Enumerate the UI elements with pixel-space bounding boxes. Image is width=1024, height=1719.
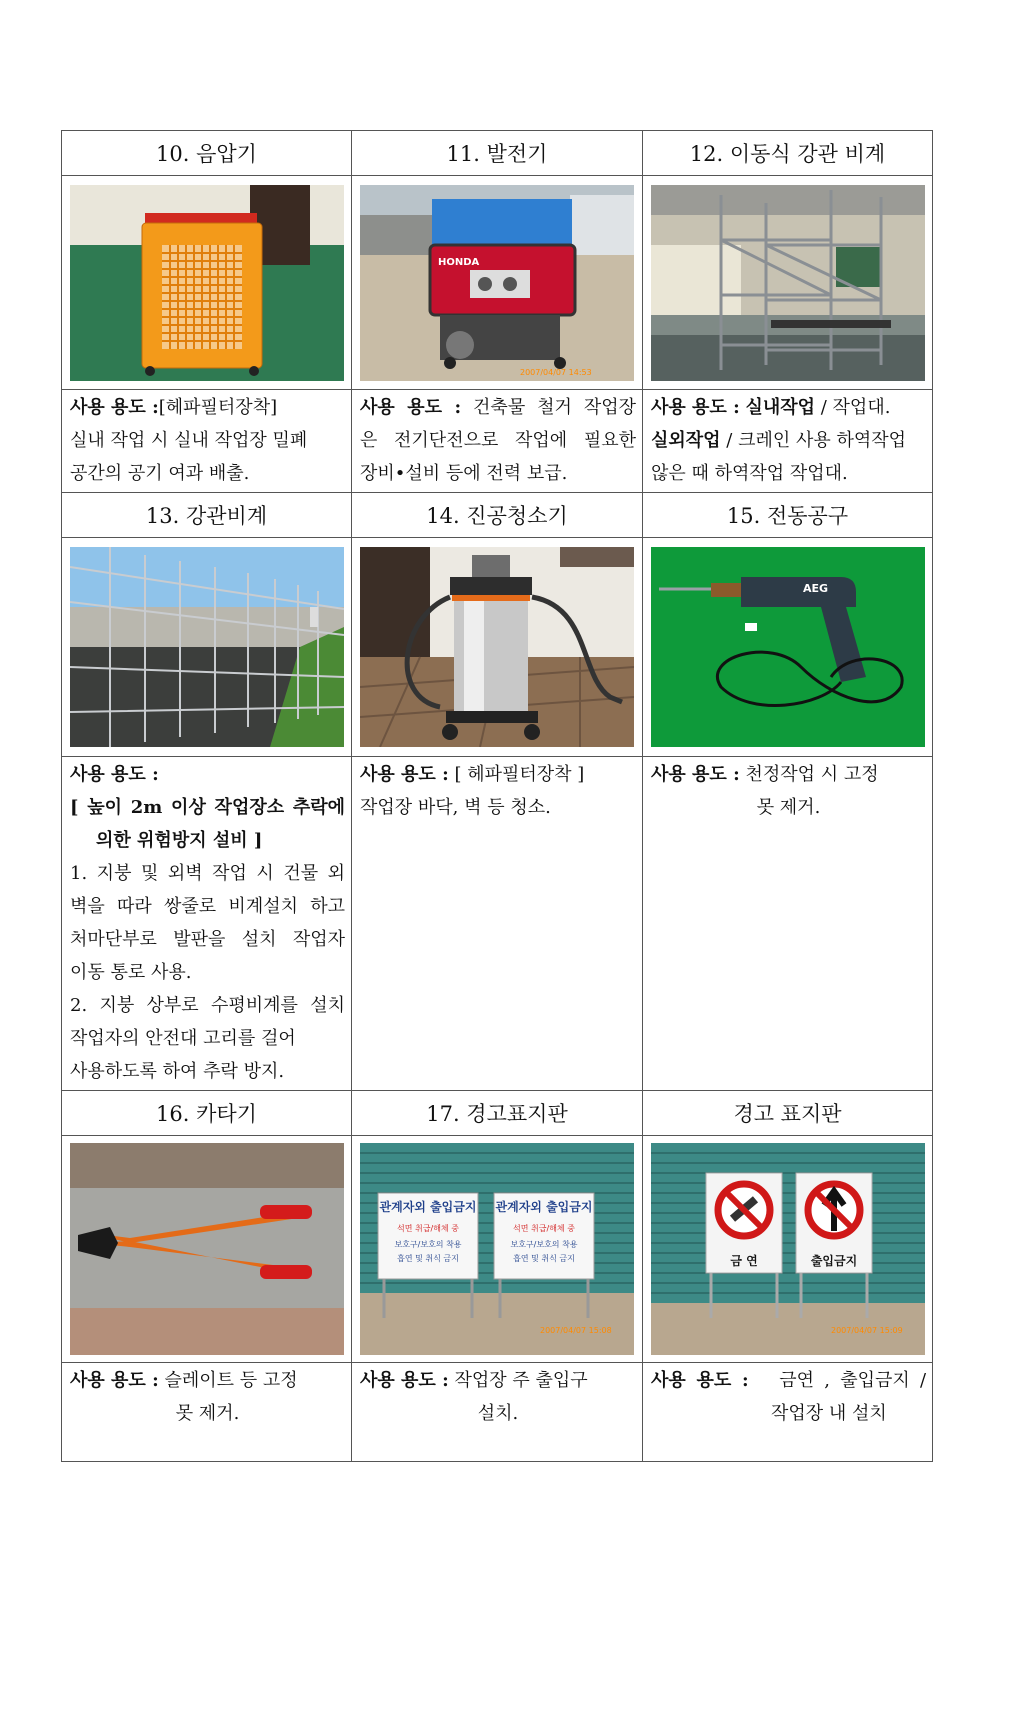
equipment-table [61, 130, 933, 1462]
usage-cell: 사용 용도 : 작업장 주 출입구 설치. [352, 1363, 643, 1462]
prohibition-signs-photo [651, 1143, 925, 1355]
usage-label: 사용 용도 : [651, 764, 740, 785]
cell-title: 11. 발전기 [352, 131, 643, 176]
sign-red-text: 석면 취급/해체 중 [513, 1224, 575, 1233]
sign-no-smoking-label: 금 연 [729, 1254, 758, 1268]
usage-line: 못 제거. [175, 1403, 240, 1424]
usage-line: 사용하도록 하여 추락 방지. [70, 1061, 285, 1082]
usage-line: 작업장 내 설치 [771, 1403, 887, 1424]
usage-row-1 [62, 390, 933, 493]
sign-red-text: 석면 취급/해체 중 [397, 1224, 459, 1233]
negative-pressure-unit-photo [70, 185, 344, 381]
usage-label: 사용 용도 : [360, 764, 449, 785]
usage-line: 설치. [477, 1403, 519, 1424]
usage-row-3 [62, 1363, 933, 1462]
cell-title: 14. 진공청소기 [352, 493, 643, 538]
usage-line: 처마단부로 발판을 설치 작업자 [70, 929, 345, 950]
sign-text: 보호구/보호의 착용 [394, 1240, 462, 1249]
usage-line: 2. 지붕 상부로 수평비계를 설치 [70, 995, 345, 1016]
header-row-3 [62, 1091, 933, 1136]
usage-cell: 사용 용도 : 건축물 철거 작업장 은 전기단전으로 작업에 필요한 장비•설비 등에 전력 보급. [352, 390, 643, 493]
usage-line: 못 제거. [756, 797, 821, 818]
cell-title: 16. 카타기 [62, 1091, 352, 1136]
usage-label: 사용 용도 : [70, 1370, 159, 1391]
warning-signboard-photo [360, 1143, 634, 1355]
cell-title: 경고 표지판 [643, 1091, 933, 1136]
usage-line: 작업자의 안전대 고리를 걸어 [70, 1028, 296, 1049]
usage-label: 사용 용도 : [651, 397, 740, 418]
sign-text: 보호구/보호의 착용 [510, 1240, 578, 1249]
sign-no-entry-label: 출입금지 [810, 1254, 857, 1268]
power-drill-photo [651, 547, 925, 747]
pipe-scaffold-photo [70, 547, 344, 747]
sign-text: 흡연 및 취식 금지 [513, 1254, 575, 1263]
usage-line: 않은 때 하역작업 작업대. [651, 463, 848, 484]
usage-label: 사용 용도 : [70, 764, 159, 785]
usage-cell: 사용 용도 : 실내작업 / 작업대. 실외작업 / 크레인 사용 하역작업 않은 때 하역작업 작업대. [643, 390, 933, 493]
usage-cell: 사용 용도 : 슬레이트 등 고정 못 제거. [62, 1363, 352, 1462]
cell-title: 12. 이동식 강관 비계 [643, 131, 933, 176]
usage-label: 사용 용도 : [70, 397, 159, 418]
generator-brand-text: HONDA [438, 256, 480, 268]
sign-title: 관계자외 출입금지 [495, 1200, 593, 1214]
photo-date-stamp: 2007/04/07 15:09 [830, 1326, 903, 1335]
usage-line: 은 전기단전으로 작업에 필요한 [360, 430, 636, 451]
mobile-scaffold-photo [651, 185, 925, 381]
generator-photo [360, 185, 634, 381]
photo-row-1 [62, 176, 933, 390]
usage-cell: 사용 용도 : [ 높이 2m 이상 작업장소 추락에 의한 위험방지 설비 ] 1. 지붕 및 외벽 작업 시 건물 외 벽을 따라 쌍줄로 비계설치 하고 처마단부로 발판을 설치 작업자 이동 통로 사용. 2. 지붕 상부로 수평비계를 설치 작업자의 안전대 고리를 걸어 사용하도록 하여 추락 방지. [62, 757, 352, 1091]
cell-title: 13. 강관비계 [62, 493, 352, 538]
usage-line: 실내 작업 시 실내 작업장 밀폐 [70, 430, 308, 451]
usage-label: 사용 용도 : [360, 1370, 449, 1391]
photo-date-stamp: 2007/04/07 14:53 [520, 367, 592, 377]
header-row-1 [62, 131, 933, 176]
cell-title: 17. 경고표지판 [352, 1091, 643, 1136]
usage-cell: 사용 용도 : 금연 , 출입금지 / 작업장 내 설치 [643, 1363, 933, 1462]
usage-cell: 사용 용도 : 천정작업 시 고정 못 제거. [643, 757, 933, 1091]
usage-line: 이동 통로 사용. [70, 962, 192, 983]
usage-label: 사용 용도 : [360, 397, 462, 418]
usage-line: 공간의 공기 여과 배출. [70, 463, 250, 484]
cell-title: 10. 음압기 [62, 131, 352, 176]
no-smoking-icon [718, 1184, 770, 1236]
cell-title: 15. 전동공구 [643, 493, 933, 538]
header-row-2 [62, 493, 933, 538]
vacuum-cleaner-photo [360, 547, 634, 747]
sign-title: 관계자외 출입금지 [379, 1200, 477, 1214]
no-entry-icon [808, 1184, 860, 1236]
photo-row-3 [62, 1136, 933, 1363]
sign-text: 흡연 및 취식 금지 [397, 1254, 459, 1263]
drill-brand-text: AEG [802, 582, 828, 595]
usage-cell: 사용 용도 : [ 헤파필터장착 ] 작업장 바닥, 벽 등 청소. [352, 757, 643, 1091]
usage-line: 장비•설비 등에 전력 보급. [360, 463, 568, 484]
photo-row-2 [62, 538, 933, 757]
usage-row-2 [62, 757, 933, 1091]
photo-date-stamp: 2007/04/07 15:08 [540, 1326, 612, 1335]
usage-line: 1. 지붕 및 외벽 작업 시 건물 외 [70, 863, 345, 884]
usage-line: 작업장 바닥, 벽 등 청소. [360, 797, 551, 818]
bolt-cutter-photo [70, 1143, 344, 1355]
usage-cell: 사용 용도 :[헤파필터장착] 실내 작업 시 실내 작업장 밀폐 공간의 공기 여과 배출. [62, 390, 352, 493]
usage-line: 벽을 따라 쌍줄로 비계설치 하고 [70, 896, 345, 917]
usage-label: 사용 용도 : [651, 1370, 749, 1391]
